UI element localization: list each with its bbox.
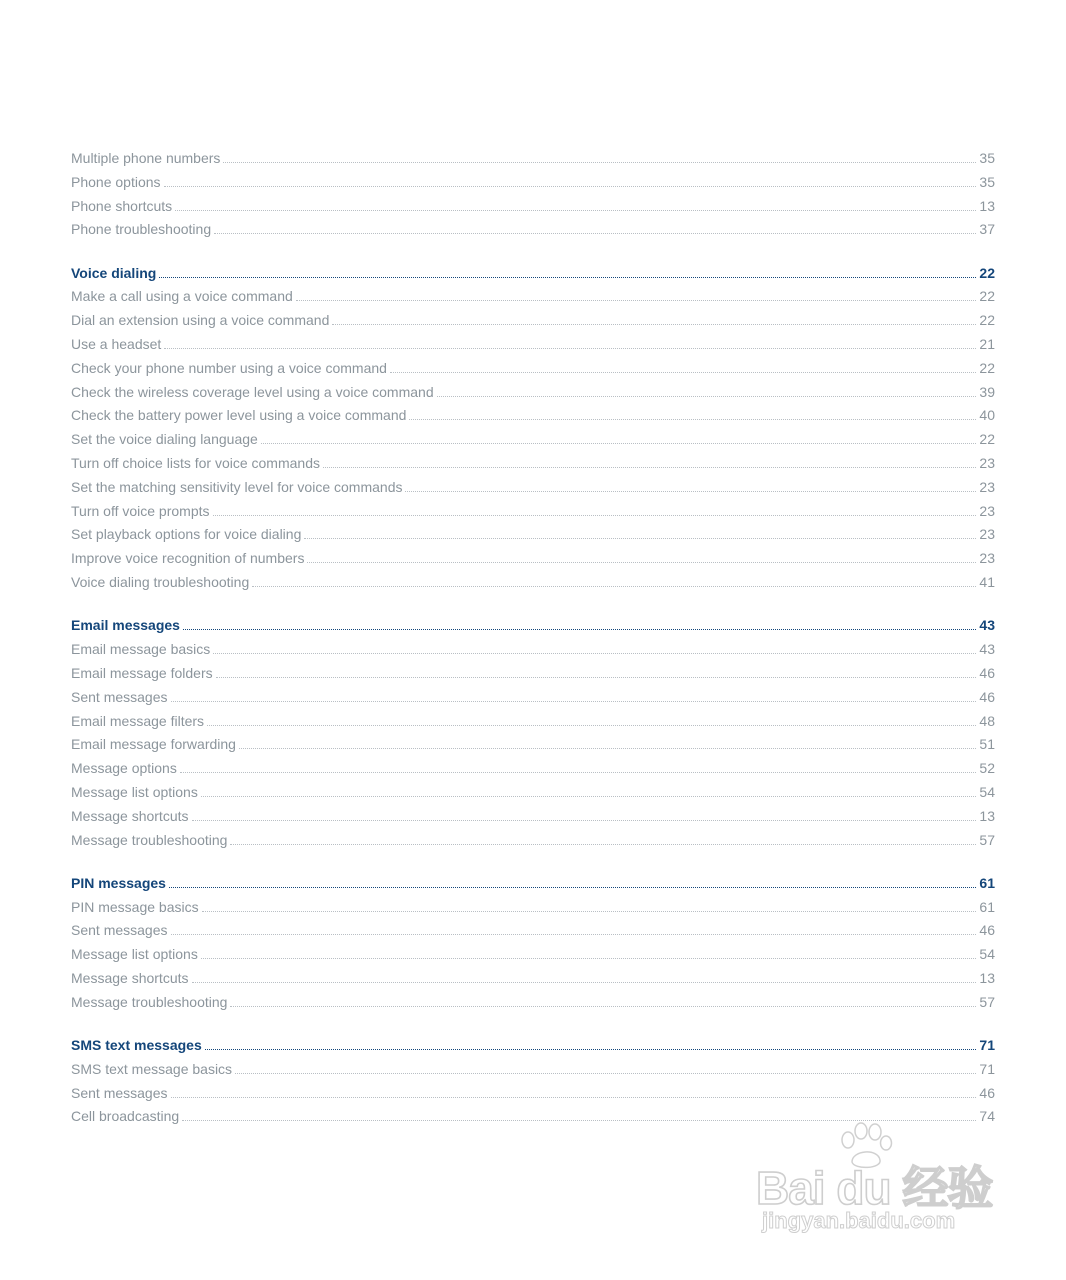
toc-page-number: 51 <box>979 736 995 753</box>
toc-page-number: 71 <box>979 1060 995 1077</box>
toc-entry-title: Phone shortcuts <box>71 197 173 214</box>
dot-leader <box>201 796 977 797</box>
dot-leader <box>409 419 976 420</box>
toc-entry[interactable] <box>71 285 995 309</box>
toc-page-number: 61 <box>979 898 995 915</box>
toc-section-heading[interactable] <box>71 1034 995 1058</box>
toc-entry-title: SMS text message basics <box>71 1060 233 1077</box>
toc-entry[interactable] <box>71 1058 995 1082</box>
toc-entry[interactable] <box>71 710 995 734</box>
toc-entry-title: Email messages <box>71 617 180 634</box>
toc-page-number: 54 <box>979 783 995 800</box>
toc-entry[interactable] <box>71 829 995 853</box>
dot-leader <box>164 186 977 187</box>
toc-section <box>71 872 995 1015</box>
toc-page-number: 57 <box>979 831 995 848</box>
toc-section-heading[interactable] <box>71 872 995 896</box>
dot-leader <box>252 586 976 587</box>
toc-page-number: 71 <box>979 1037 995 1054</box>
toc-page-number: 21 <box>979 336 995 353</box>
dot-leader <box>205 1049 977 1050</box>
dot-leader <box>261 443 977 444</box>
toc-page-number: 22 <box>979 312 995 329</box>
toc-page-number: 23 <box>979 478 995 495</box>
toc-entry[interactable] <box>71 571 995 595</box>
toc-entry-title: Check the battery power level using a voice command <box>71 407 407 424</box>
dot-leader <box>171 934 977 935</box>
toc-page-number: 46 <box>979 1084 995 1101</box>
toc-entry-title: SMS text messages <box>71 1037 202 1054</box>
toc-page-number: 13 <box>979 970 995 986</box>
dot-leader <box>192 982 977 983</box>
toc-entry[interactable] <box>71 638 995 662</box>
toc-entry[interactable] <box>71 733 995 757</box>
toc-page-number: 57 <box>979 993 995 1010</box>
toc-entry-title: Message troubleshooting <box>71 993 228 1010</box>
toc-section <box>71 147 995 242</box>
toc-page-number: 22 <box>979 431 995 448</box>
toc-entry[interactable] <box>71 547 995 571</box>
toc-entry-title: Set the voice dialing language <box>71 431 258 448</box>
toc-page-number: 13 <box>979 807 995 824</box>
toc-entry-title: Multiple phone numbers <box>71 150 221 166</box>
toc-section <box>71 1034 995 1129</box>
toc-page-number: 54 <box>979 946 995 963</box>
table-of-contents <box>71 147 995 1129</box>
toc-entry[interactable] <box>71 1082 995 1106</box>
dot-leader <box>235 1073 976 1074</box>
baidu-jingyan-watermark <box>756 1122 1006 1242</box>
toc-entry-title: Email message filters <box>71 712 205 729</box>
dot-leader <box>230 1006 976 1007</box>
toc-page-number: 74 <box>979 1108 995 1125</box>
toc-entry[interactable] <box>71 309 995 333</box>
toc-entry[interactable] <box>71 428 995 452</box>
dot-leader <box>304 538 976 539</box>
toc-page-number: 41 <box>979 574 995 591</box>
toc-entry-title: Set the matching sensitivity level for voice commands <box>71 478 403 495</box>
dot-leader <box>183 629 976 630</box>
dot-leader <box>159 277 976 278</box>
toc-entry-title: Check the wireless coverage level using a voice command <box>71 383 434 400</box>
toc-entry-title: PIN messages <box>71 874 166 891</box>
toc-entry[interactable] <box>71 357 995 381</box>
toc-entry[interactable] <box>71 991 995 1015</box>
watermark-url: jingyan.baidu.com <box>762 1208 956 1233</box>
toc-page-number: 23 <box>979 550 995 567</box>
toc-page-number: 40 <box>979 407 995 424</box>
toc-entry-title: Set playback options for voice dialing <box>71 526 302 543</box>
toc-entry-title: PIN message basics <box>71 898 199 915</box>
dot-leader <box>230 844 976 845</box>
toc-page-number: 39 <box>979 383 995 400</box>
toc-entry[interactable] <box>71 381 995 405</box>
toc-entry-title: Voice dialing troubleshooting <box>71 574 250 591</box>
dot-leader <box>332 324 976 325</box>
toc-page-number: 35 <box>979 150 995 166</box>
dot-leader <box>307 562 976 563</box>
toc-page-number: 37 <box>979 221 995 238</box>
dot-leader <box>175 210 976 211</box>
toc-entry-title: Message list options <box>71 946 198 963</box>
toc-page-number: 43 <box>979 641 995 658</box>
toc-entry[interactable] <box>71 943 995 967</box>
toc-page-number: 43 <box>979 617 995 634</box>
dot-leader <box>213 653 976 654</box>
toc-page-number: 46 <box>979 922 995 939</box>
toc-entry-title: Message troubleshooting <box>71 831 228 848</box>
dot-leader <box>202 911 977 912</box>
toc-entry[interactable] <box>71 781 995 805</box>
toc-entry[interactable] <box>71 171 995 195</box>
toc-entry[interactable] <box>71 452 995 476</box>
toc-entry-title: Voice dialing <box>71 264 157 281</box>
dot-leader <box>223 162 976 163</box>
toc-entry-title: Sent messages <box>71 922 168 939</box>
toc-entry-title: Phone options <box>71 173 161 190</box>
dot-leader <box>214 233 976 234</box>
toc-section-heading[interactable] <box>71 262 995 286</box>
dot-leader <box>213 515 977 516</box>
dot-leader <box>201 958 977 959</box>
toc-page-number: 22 <box>979 288 995 305</box>
toc-entry[interactable] <box>71 404 995 428</box>
toc-entry-title: Turn off voice prompts <box>71 502 210 519</box>
toc-section-heading[interactable] <box>71 614 995 638</box>
toc-entry-title: Phone troubleshooting <box>71 221 212 238</box>
toc-entry-title: Check your phone number using a voice command <box>71 359 387 376</box>
toc-entry[interactable] <box>71 896 995 920</box>
toc-entry-title: Email message basics <box>71 641 211 658</box>
toc-page-number: 23 <box>979 526 995 543</box>
toc-entry-title: Cell broadcasting <box>71 1108 180 1125</box>
toc-entry[interactable] <box>71 147 995 171</box>
dot-leader <box>296 300 977 301</box>
toc-entry-title: Dial an extension using a voice command <box>71 312 330 329</box>
toc-entry-title: Improve voice recognition of numbers <box>71 550 305 567</box>
toc-entry[interactable] <box>71 218 995 242</box>
dot-leader <box>164 348 976 349</box>
toc-section <box>71 614 995 852</box>
toc-entry-title: Message list options <box>71 783 198 800</box>
toc-page-number: 23 <box>979 455 995 472</box>
dot-leader <box>405 491 976 492</box>
toc-entry-title: Sent messages <box>71 688 168 705</box>
toc-entry-title: Make a call using a voice command <box>71 288 293 305</box>
toc-page-number: 48 <box>979 712 995 729</box>
toc-page-number: 13 <box>979 197 995 214</box>
dot-leader <box>216 677 977 678</box>
dot-leader <box>239 748 976 749</box>
toc-entry-title: Use a headset <box>71 336 162 353</box>
toc-entry[interactable] <box>71 195 995 219</box>
toc-page-number: 46 <box>979 688 995 705</box>
dot-leader <box>390 372 976 373</box>
toc-entry-title: Email message folders <box>71 664 213 681</box>
toc-entry-title: Email message forwarding <box>71 736 236 753</box>
dot-leader <box>180 772 977 773</box>
toc-entry[interactable] <box>71 333 995 357</box>
toc-page-number: 35 <box>979 173 995 190</box>
dot-leader <box>192 820 977 821</box>
toc-page-number: 52 <box>979 760 995 777</box>
toc-entry[interactable] <box>71 662 995 686</box>
toc-entry-title: Sent messages <box>71 1084 168 1101</box>
toc-entry[interactable] <box>71 805 995 829</box>
dot-leader <box>437 396 977 397</box>
toc-entry[interactable] <box>71 967 995 991</box>
toc-entry[interactable] <box>71 523 995 547</box>
toc-entry-title: Message options <box>71 760 177 777</box>
toc-section <box>71 262 995 595</box>
toc-page-number: 61 <box>979 874 995 891</box>
toc-entry[interactable] <box>71 500 995 524</box>
toc-entry[interactable] <box>71 686 995 710</box>
toc-page-number: 22 <box>979 359 995 376</box>
toc-entry-title: Message shortcuts <box>71 970 189 986</box>
toc-entry-title: Message shortcuts <box>71 807 189 824</box>
dot-leader <box>207 725 976 726</box>
toc-page-number: 22 <box>979 264 995 281</box>
toc-entry-title: Turn off choice lists for voice commands <box>71 455 320 472</box>
toc-entry[interactable] <box>71 919 995 943</box>
toc-entry[interactable] <box>71 476 995 500</box>
watermark-logo-text: Bai du 经验 <box>756 1162 993 1214</box>
dot-leader <box>171 1097 977 1098</box>
dot-leader <box>323 467 976 468</box>
toc-entry[interactable] <box>71 757 995 781</box>
dot-leader <box>171 701 977 702</box>
toc-page-number: 46 <box>979 664 995 681</box>
dot-leader <box>169 887 976 888</box>
toc-page-number: 23 <box>979 502 995 519</box>
